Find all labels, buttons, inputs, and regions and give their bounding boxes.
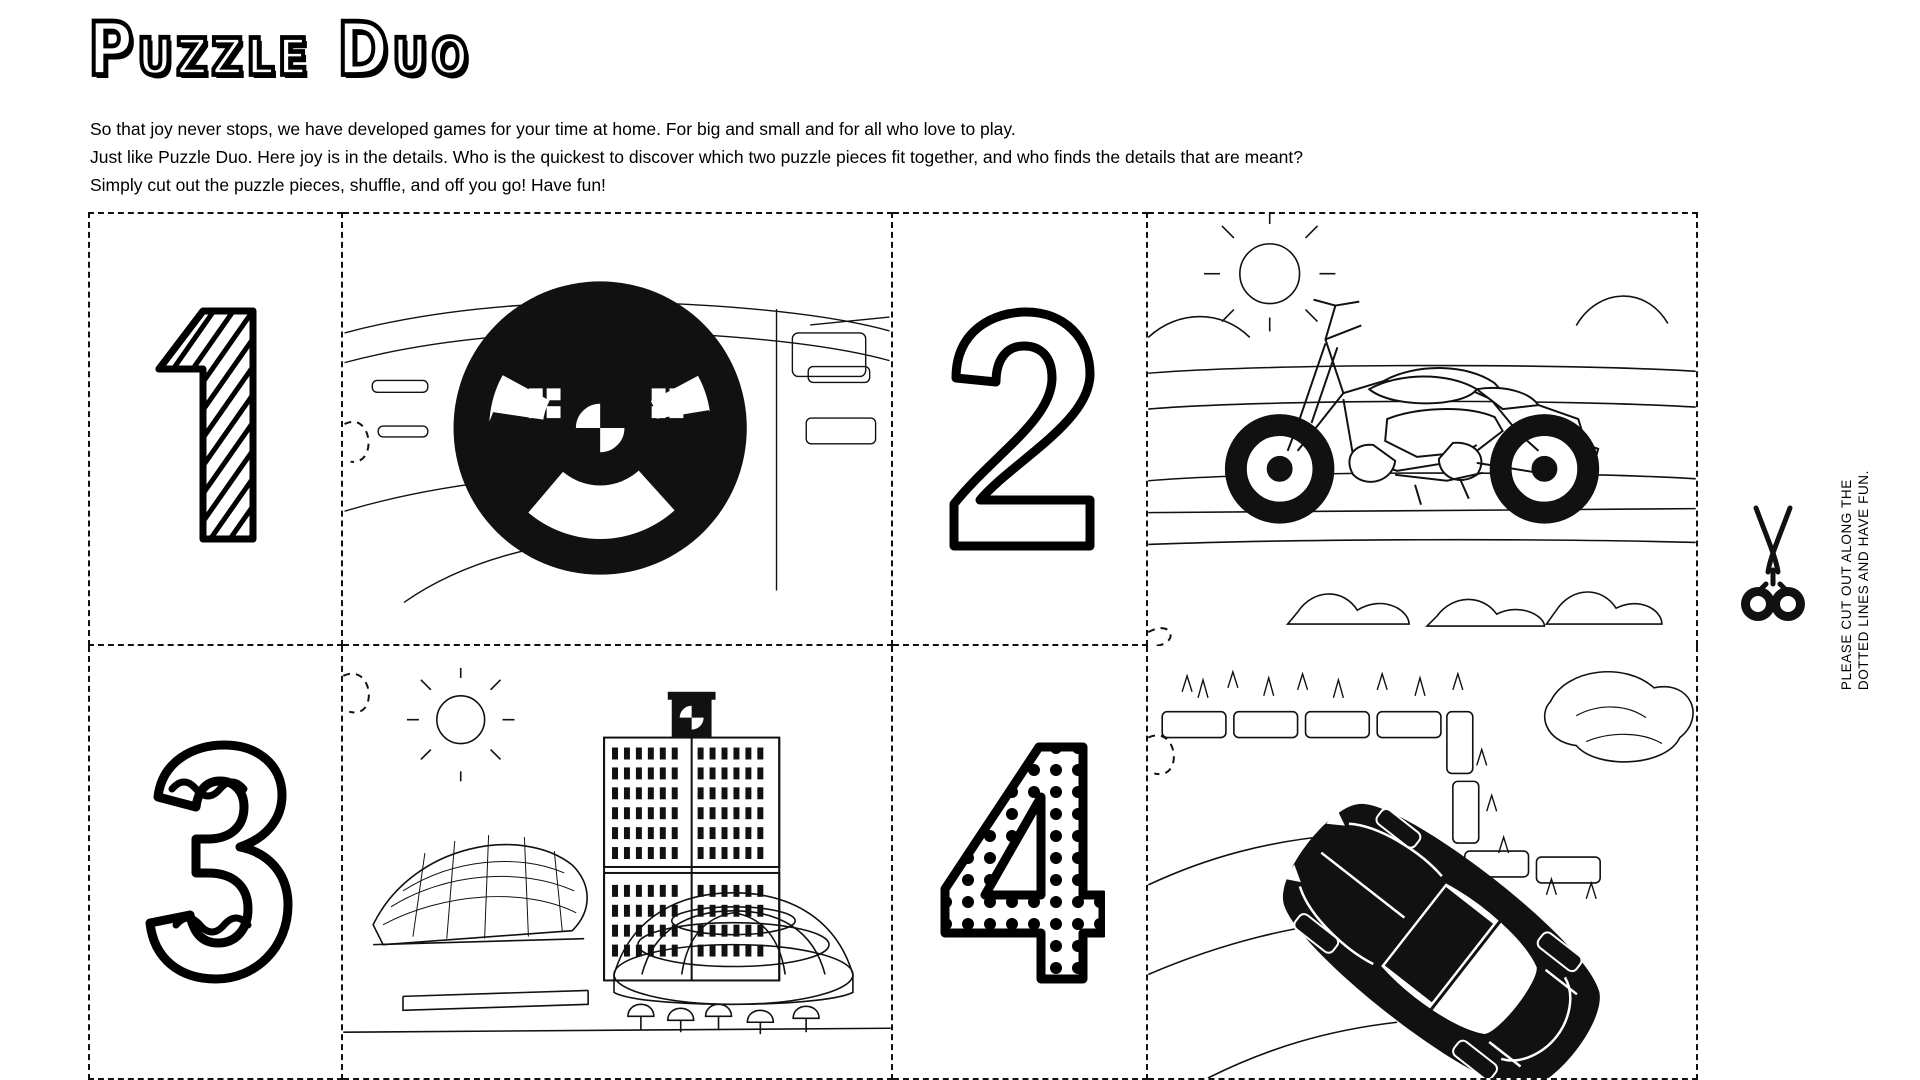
puzzle-image-cell-4 <box>1148 646 1698 1080</box>
bmw-headquarters-illustration <box>343 646 891 1078</box>
intro-line-1: So that joy never stops, we have developed games for your time at home. For big and small and for all who love to play. <box>90 119 1016 139</box>
cut-instruction-line-1: PLEASE CUT OUT ALONG THE <box>1839 479 1854 691</box>
puzzle-image-cell-1 <box>343 212 893 646</box>
intro-line-3: Simply cut out the puzzle pieces, shuffle, and off you go! Have fun! <box>90 175 606 195</box>
puzzle-number-1 <box>141 299 291 559</box>
motorcycle-on-road-illustration <box>1148 214 1696 646</box>
puzzle-number-cell-4 <box>893 646 1148 1080</box>
page-title: Puzzle Duo <box>88 6 473 93</box>
puzzle-image-cell-3 <box>343 646 893 1080</box>
puzzle-number-3 <box>136 737 296 987</box>
car-steering-wheel-interior-illustration <box>343 214 891 644</box>
cut-instruction-block <box>1720 470 1910 730</box>
puzzle-number-2 <box>940 304 1100 554</box>
puzzle-number-cell-2 <box>893 212 1148 646</box>
puzzle-number-cell-1 <box>88 212 343 646</box>
puzzle-grid <box>88 212 1703 1080</box>
puzzle-image-cell-2 <box>1148 212 1698 646</box>
intro-paragraph <box>90 115 1590 199</box>
intro-line-2: Just like Puzzle Duo. Here joy is in the details. Who is the quickest to discover which two puzzle pieces fit together, and who finds the details that are meant? <box>90 147 1303 167</box>
sports-car-top-view-illustration <box>1148 646 1696 1078</box>
cut-instruction-text <box>1838 470 1872 690</box>
puzzle-number-cell-3 <box>88 646 343 1080</box>
cut-instruction-line-2: DOTTED LINES AND HAVE FUN. <box>1856 470 1871 691</box>
puzzle-number-4 <box>935 737 1105 987</box>
scissors-icon <box>1738 500 1808 645</box>
